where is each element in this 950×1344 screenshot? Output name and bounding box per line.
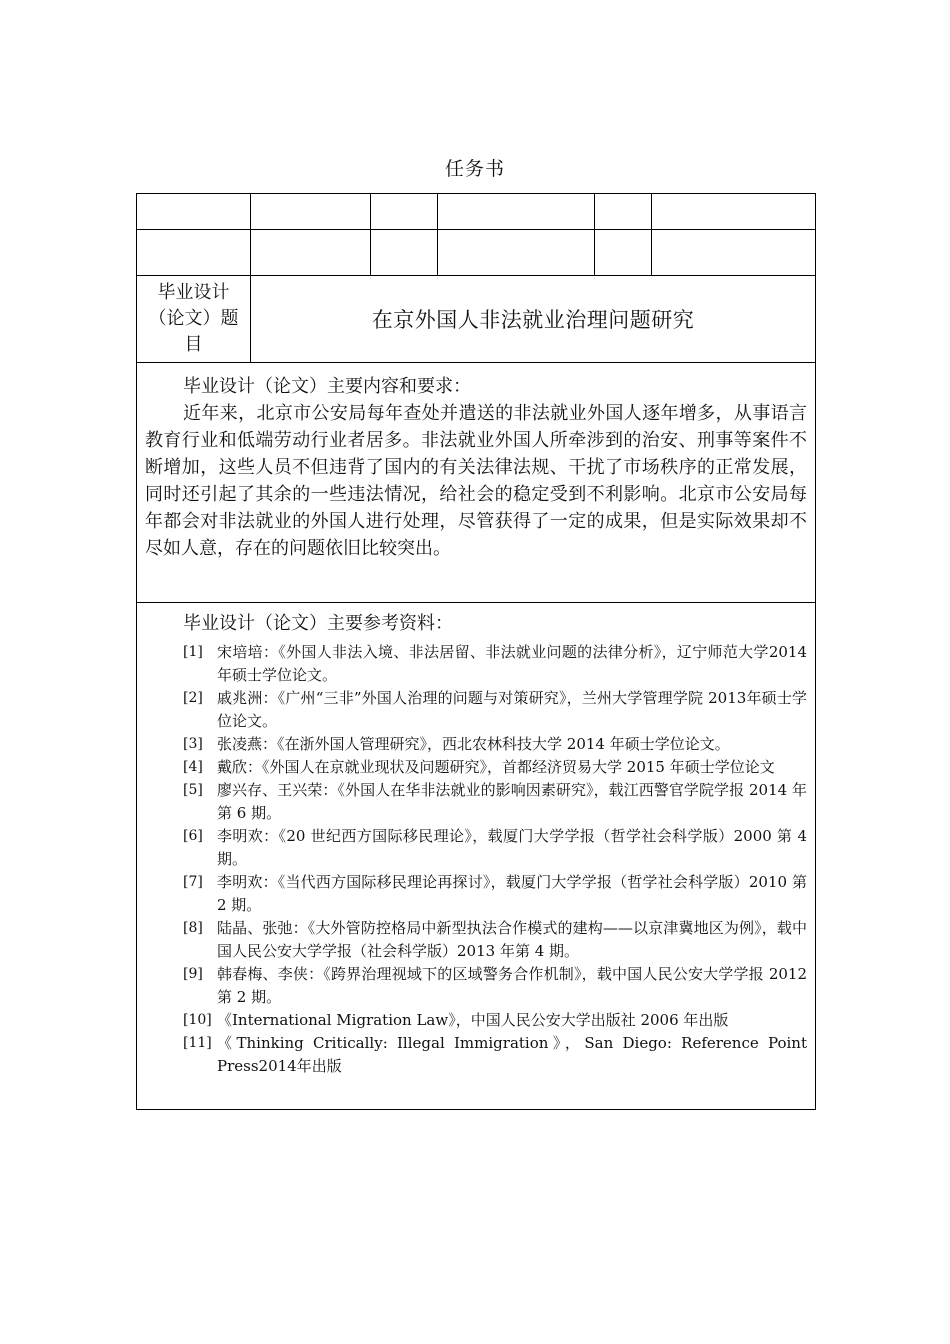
reference-item: [145, 917, 807, 963]
reference-item: [145, 825, 807, 871]
references-heading: 毕业设计（论文）主要参考资料：: [183, 613, 453, 634]
empty-cell[interactable]: [137, 230, 251, 276]
empty-cell[interactable]: [137, 194, 251, 230]
empty-cell[interactable]: [371, 194, 438, 230]
reference-item: [145, 779, 807, 825]
reference-item: [145, 963, 807, 1009]
content-body: 近年来，北京市公安局每年查处并遣送的非法就业外国人逐年增多，从事语言教育行业和低端劳动行业者居多。非法就业外国人所牵涉到的治安、刑事等案件不断增加，这些人员不但违背了国内的有关法律法规、干扰了市场秩序的正常发展，同时还引起了其余的一些违法情况，给社会的稳定受到不利影响。北京市公安局每年都会对非法就业的外国人进行处理，尽管获得了一定的成果，但是实际效果却不尽如人意，存在的问题依旧比较突出。: [145, 403, 807, 559]
reference-item: [145, 687, 807, 733]
reference-number: [2]: [183, 690, 203, 706]
topic-row: [137, 276, 816, 363]
reference-number: [7]: [183, 874, 203, 890]
info-row-2: [137, 230, 816, 276]
content-heading: 毕业设计（论文）主要内容和要求：: [183, 376, 471, 397]
references-row: [137, 603, 816, 1110]
reference-number: [8]: [183, 920, 203, 936]
reference-text: 李明欢：《当代西方国际移民理论再探讨》，载厦门大学学报（哲学社会科学版）2010 第 2 期。: [217, 873, 807, 914]
empty-cell[interactable]: [595, 194, 652, 230]
empty-cell[interactable]: [251, 194, 371, 230]
reference-text: 戚兆洲：《广州“三非”外国人治理的问题与对策研究》，兰州大学管理学院 2013年硕士学位论文。: [217, 689, 807, 730]
topic-label: 毕业设计（论文）题目: [137, 276, 251, 363]
empty-cell[interactable]: [652, 230, 816, 276]
info-row-1: [137, 194, 816, 230]
reference-number: [9]: [183, 966, 203, 982]
reference-list: [145, 641, 807, 1078]
reference-item: [145, 1009, 807, 1032]
reference-item: [145, 733, 807, 756]
content-row: [137, 363, 816, 603]
reference-number: [1]: [183, 644, 203, 660]
empty-cell[interactable]: [438, 194, 595, 230]
reference-text: 《International Migration Law》，中国人民公安大学出版社 2006 年出版: [217, 1011, 729, 1029]
page-title: 任务书: [444, 158, 505, 180]
reference-item: [145, 756, 807, 779]
topic-title: 在京外国人非法就业治理问题研究: [251, 276, 816, 363]
content-section: [137, 363, 816, 603]
reference-text: 《Thinking Critically: Illegal Immigration》，San Diego: Reference Point Press2014年出版: [217, 1034, 807, 1075]
reference-text: 陆晶、张弛：《大外管防控格局中新型执法合作模式的建构——以京津冀地区为例》，载中国人民公安大学学报（社会科学版）2013 年第 4 期。: [217, 919, 807, 960]
empty-cell[interactable]: [652, 194, 816, 230]
references-section: [137, 603, 816, 1110]
reference-text: 李明欢：《20 世纪西方国际移民理论》，载厦门大学学报（哲学社会科学版）2000 第 4 期。: [217, 827, 807, 868]
empty-cell[interactable]: [251, 230, 371, 276]
reference-number: [11]: [183, 1035, 212, 1051]
reference-text: 宋培培：《外国人非法入境、非法居留、非法就业问题的法律分析》，辽宁师范大学2014年硕士学位论文。: [217, 643, 807, 684]
reference-number: [10]: [183, 1012, 212, 1028]
reference-text: 张凌燕：《在浙外国人管理研究》，西北农林科技大学 2014 年硕士学位论文。: [217, 735, 730, 753]
reference-item: [145, 871, 807, 917]
empty-cell[interactable]: [371, 230, 438, 276]
reference-number: [5]: [183, 782, 203, 798]
reference-text: 韩春梅、李侠：《跨界治理视域下的区域警务合作机制》，载中国人民公安大学学报 2012 第 2 期。: [217, 965, 807, 1006]
reference-item: [145, 1032, 807, 1078]
reference-text: 戴欣：《外国人在京就业现状及问题研究》，首都经济贸易大学 2015 年硕士学位论文: [217, 758, 775, 776]
reference-number: [6]: [183, 828, 203, 844]
empty-cell[interactable]: [595, 230, 652, 276]
task-form-table: [136, 193, 816, 1110]
empty-cell[interactable]: [438, 230, 595, 276]
reference-number: [3]: [183, 736, 203, 752]
reference-text: 廖兴存、王兴荣：《外国人在华非法就业的影响因素研究》，载江西警官学院学报 2014 年第 6 期。: [217, 781, 807, 822]
reference-number: [4]: [183, 759, 203, 775]
reference-item: [145, 641, 807, 687]
